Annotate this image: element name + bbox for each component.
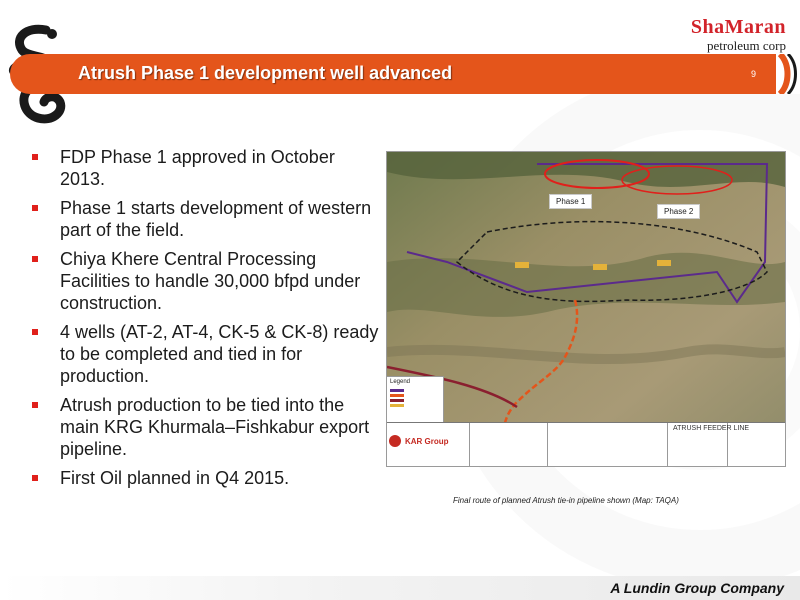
facility-marker (593, 264, 607, 270)
phase2-label: Phase 2 (657, 204, 700, 219)
bullet-text: FDP Phase 1 approved in October 2013. (60, 147, 335, 189)
bullet-item (30, 248, 380, 314)
title-block-divider (469, 423, 470, 467)
bullet-marker (32, 475, 38, 481)
bullet-marker (32, 329, 38, 335)
map-caption: Final route of planned Atrush tie-in pipeline shown (Map: TAQA) (453, 496, 679, 505)
bullet-item (30, 197, 380, 241)
bullet-text: First Oil planned in Q4 2015. (60, 468, 290, 488)
footer-text: A Lundin Group Company (610, 580, 784, 596)
bullet-text: Phase 1 starts development of western part of the field. (60, 198, 372, 240)
bullet-text: Chiya Khere Central Processing Facilities to handle 30,000 bfpd under construction. (60, 249, 361, 313)
pipeline-map (386, 151, 786, 467)
phase1-label: Phase 1 (549, 194, 592, 209)
map-legend (387, 376, 444, 423)
bullet-marker (32, 154, 38, 160)
title-block-divider (547, 423, 548, 467)
bullet-list (30, 146, 380, 496)
title-block-divider (667, 423, 668, 467)
legend-swatch (390, 389, 404, 392)
kar-logo-icon (389, 435, 401, 447)
map-title-block (387, 422, 785, 467)
legend-title: Legend (390, 379, 411, 385)
legend-swatch (390, 394, 404, 397)
bullet-marker (32, 402, 38, 408)
legend-swatch (390, 404, 404, 407)
kar-group-label: KAR Group (405, 437, 449, 446)
slide-title: Atrush Phase 1 development well advanced (78, 63, 453, 83)
sheet-title: ATRUSH FEEDER LINE (673, 425, 750, 432)
brand-subtitle: petroleum corp (706, 38, 786, 53)
bullet-item (30, 394, 380, 460)
brand (691, 16, 786, 53)
facility-marker (657, 260, 671, 266)
bullet-item (30, 146, 380, 190)
bullet-text: Atrush production to be tied into the main KRG Khurmala–Fishkabur export pipeline. (60, 395, 370, 459)
legend-swatch (390, 399, 404, 402)
bullet-item (30, 321, 380, 387)
bullet-item (30, 467, 380, 489)
facility-marker (515, 262, 529, 268)
brand-name: ShaMaran (690, 16, 786, 38)
title-bar-end-cap (776, 54, 800, 94)
bullet-marker (32, 256, 38, 262)
bullet-text: 4 wells (AT-2, AT-4, CK-5 & CK-8) ready to be completed and tied in for production. (60, 322, 379, 386)
bullet-marker (32, 205, 38, 211)
page-number: 9 (751, 69, 757, 79)
